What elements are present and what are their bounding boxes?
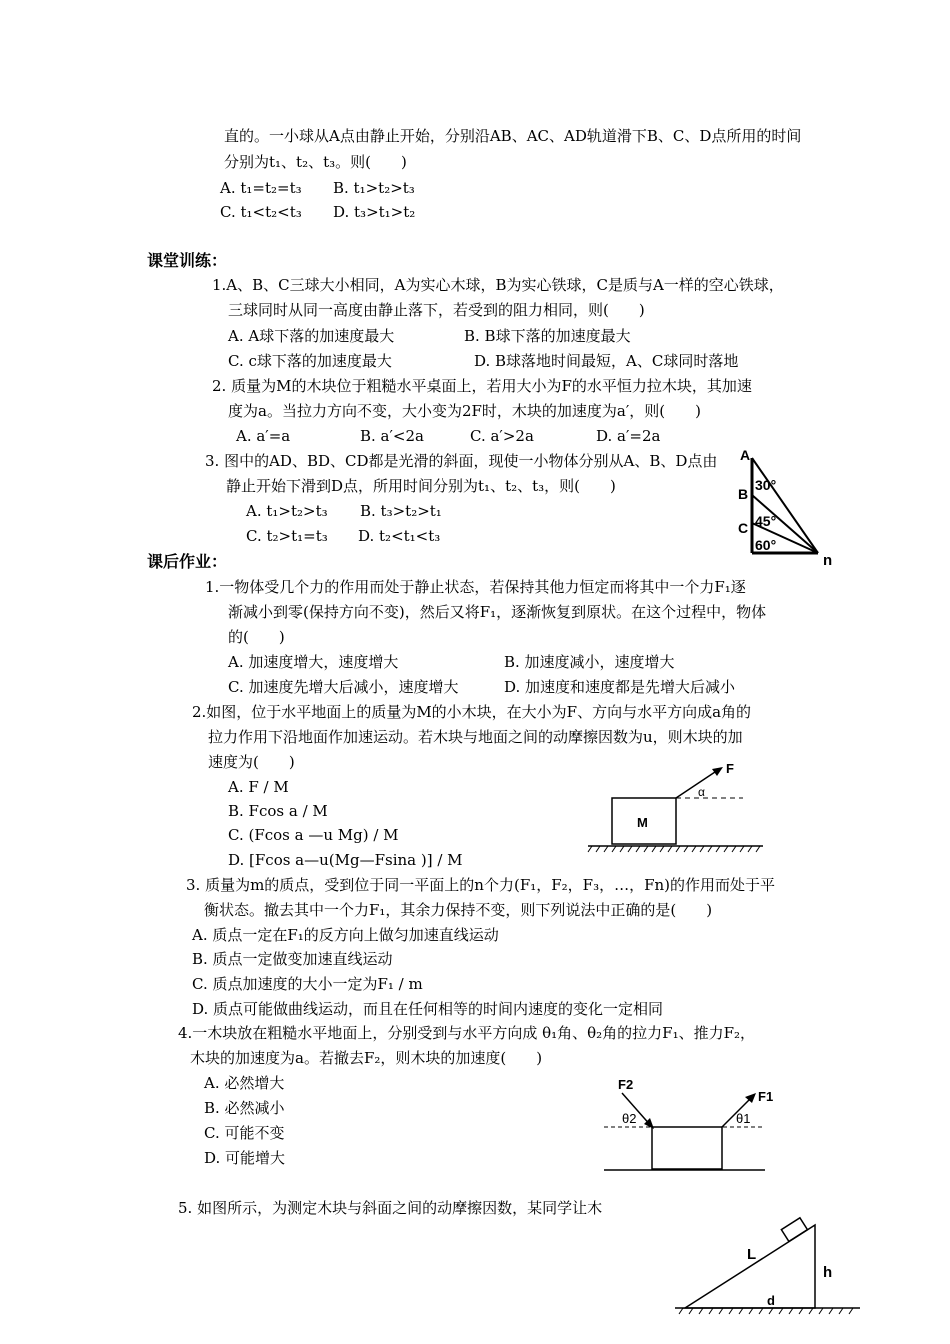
cw-q3-option-c: C. t₂>t₁=t₃ xyxy=(246,527,328,545)
cw-q1-option-c: C. c球下落的加速度最大 xyxy=(228,352,392,370)
homework-heading: 课后作业： xyxy=(147,552,228,571)
fig-angle-label: α xyxy=(698,785,705,799)
cw-q3-line-1: 3. 图中的AD、BD、CD都是光滑的斜面，现使一小物体分别从A、B、D点由 xyxy=(205,452,718,470)
hw-q3-option-b: B. 质点一定做变加速直线运动 xyxy=(192,950,393,968)
hw-q2-option-c: C. (Fcos a —u Mg) / M xyxy=(228,826,399,844)
cw-q2-option-c: C. a′>2a xyxy=(470,427,534,445)
hw-q3-option-c: C. 质点加速度的大小一定为F₁ / m xyxy=(192,975,423,993)
incline-plane-figure xyxy=(675,1215,865,1315)
hw-q1-line-2: 渐减小到零(保持方向不变)，然后又将F₁，逐渐恢复到原状。在这个过程中，物体 xyxy=(228,603,767,621)
intro-option-b: B. t₁>t₂>t₃ xyxy=(333,179,415,197)
cw-q3-option-b: B. t₃>t₂>t₁ xyxy=(360,502,442,520)
cw-q3-option-a: A. t₁>t₂>t₃ xyxy=(246,502,328,520)
hw-q2-line-1: 2.如图，位于水平地面上的质量为M的小木块，在大小为F、方向与水平方向成a角的 xyxy=(192,703,752,721)
incline-triangle-figure xyxy=(730,440,840,570)
cw-q1-option-d: D. B球落地时间最短，A、C球同时落地 xyxy=(474,352,739,370)
cw-q2-line-2: 度为a。当拉力方向不变，大小变为2F时，木块的加速度为a′，则( ) xyxy=(228,402,701,420)
hw-q3-line-2: 衡状态。撤去其中一个力F₁，其余力保持不变，则下列说法中正确的是( ) xyxy=(204,901,713,919)
hw-q1-line-3: 的( ) xyxy=(228,628,285,646)
cw-q3-line-2: 静止开始下滑到D点，所用时间分别为t₁、t₂、t₃，则( ) xyxy=(226,477,616,495)
hw-q4-line-1: 4.一木块放在粗糙水平地面上，分别受到与水平方向成 θ₁角、θ₂角的拉力F₁、推力F₂， xyxy=(178,1024,756,1042)
cw-q1-line-2: 三球同时从同一高度由静止落下，若受到的阻力相同，则( ) xyxy=(228,301,645,319)
hw-q2-option-a: A. F / M xyxy=(228,778,289,796)
hw-q4-option-a: A. 必然增大 xyxy=(204,1074,285,1092)
hw-q2-option-d: D. [Fcos a—u(Mg—Fsina )] / M xyxy=(228,851,463,869)
hw-q3-option-a: A. 质点一定在F₁的反方向上做匀加速直线运动 xyxy=(192,926,499,944)
fig-angle-30: 30° xyxy=(755,477,777,493)
fig-block-label: M xyxy=(637,815,648,830)
hw-q1-option-a: A. 加速度增大，速度增大 xyxy=(228,653,399,671)
hw-q4-line-2: 木块的加速度为a。若撤去F₂，则木块的加速度( ) xyxy=(190,1049,543,1067)
intro-option-a: A. t₁=t₂=t₃ xyxy=(220,179,302,197)
hw-q1-option-d: D. 加速度和速度都是先增大后减小 xyxy=(504,678,736,696)
hw-q1-option-c: C. 加速度先增大后减小，速度增大 xyxy=(228,678,459,696)
cw-q1-option-a: A. A球下落的加速度最大 xyxy=(228,327,395,345)
hw-q5-line-1: 5. 如图所示，为测定木块与斜面之间的动摩擦因数，某同学让木 xyxy=(178,1199,603,1217)
fig-force-label: F xyxy=(726,761,734,776)
fig-theta1-label: θ1 xyxy=(736,1111,751,1126)
hw-q2-line-2: 拉力作用下沿地面作加速运动。若木块与地面之间的动摩擦因数为u，则木块的加 xyxy=(208,728,743,746)
fig-label-d: n xyxy=(823,552,833,569)
intro-line-1: 直的。一小球从A点由静止开始，分别沿AB、AC、AD轨道滑下B、C、D点所用的时间 xyxy=(224,127,802,145)
fig-angle-45: 45° xyxy=(755,513,777,529)
hw-q4-option-b: B. 必然减小 xyxy=(204,1099,285,1117)
fig-length-label: L xyxy=(747,1246,757,1263)
cw-q2-line-1: 2. 质量为M的木块位于粗糙水平桌面上，若用大小为F的水平恒力拉木块，其加速 xyxy=(212,377,752,395)
cw-q1-option-b: B. B球下落的加速度最大 xyxy=(464,327,631,345)
fig-height-label: h xyxy=(823,1264,833,1281)
cw-q3-option-d: D. t₂<t₁<t₃ xyxy=(358,527,441,545)
hw-q1-line-1: 1.一物体受几个力的作用而处于静止状态，若保持其他力恒定而将其中一个力F₁逐 xyxy=(205,578,746,596)
fig-label-a: A xyxy=(740,447,751,463)
hw-q3-line-1: 3. 质量为m的质点，受到位于同一平面上的n个力(F₁，F₂，F₃，…，Fn)的作用而处于平 xyxy=(186,876,776,894)
hw-q2-line-3: 速度为( ) xyxy=(208,753,295,771)
hw-q1-option-b: B. 加速度减小，速度增大 xyxy=(504,653,675,671)
push-pull-figure xyxy=(600,1075,780,1175)
fig-f2-label: F2 xyxy=(618,1077,634,1092)
intro-option-c: C. t₁<t₂<t₃ xyxy=(220,203,302,221)
hw-q4-option-c: C. 可能不变 xyxy=(204,1124,285,1142)
fig-label-c: C xyxy=(738,520,749,536)
block-pull-figure xyxy=(588,760,768,855)
hw-q4-option-d: D. 可能增大 xyxy=(204,1149,286,1167)
cw-q2-option-d: D. a′=2a xyxy=(596,427,661,445)
cw-q2-option-b: B. a′<2a xyxy=(360,427,424,445)
intro-line-2: 分别为t₁、t₂、t₃。则( ) xyxy=(224,153,407,171)
hw-q2-option-b: B. Fcos a / M xyxy=(228,802,328,820)
classwork-heading: 课堂训练： xyxy=(147,251,228,270)
fig-label-b: B xyxy=(738,486,749,502)
fig-f1-label: F1 xyxy=(758,1089,774,1104)
fig-theta2-label: θ2 xyxy=(622,1111,637,1126)
fig-distance-label: d xyxy=(767,1293,775,1308)
fig-angle-60: 60° xyxy=(755,537,777,553)
intro-option-d: D. t₃>t₁>t₂ xyxy=(333,203,416,221)
hw-q3-option-d: D. 质点可能做曲线运动，而且在任何相等的时间内速度的变化一定相同 xyxy=(192,1000,664,1018)
cw-q2-option-a: A. a′=a xyxy=(236,427,291,445)
cw-q1-line-1: 1.A、B、C三球大小相同，A为实心木球，B为实心铁球，C是质与A一样的空心铁球， xyxy=(212,276,784,294)
